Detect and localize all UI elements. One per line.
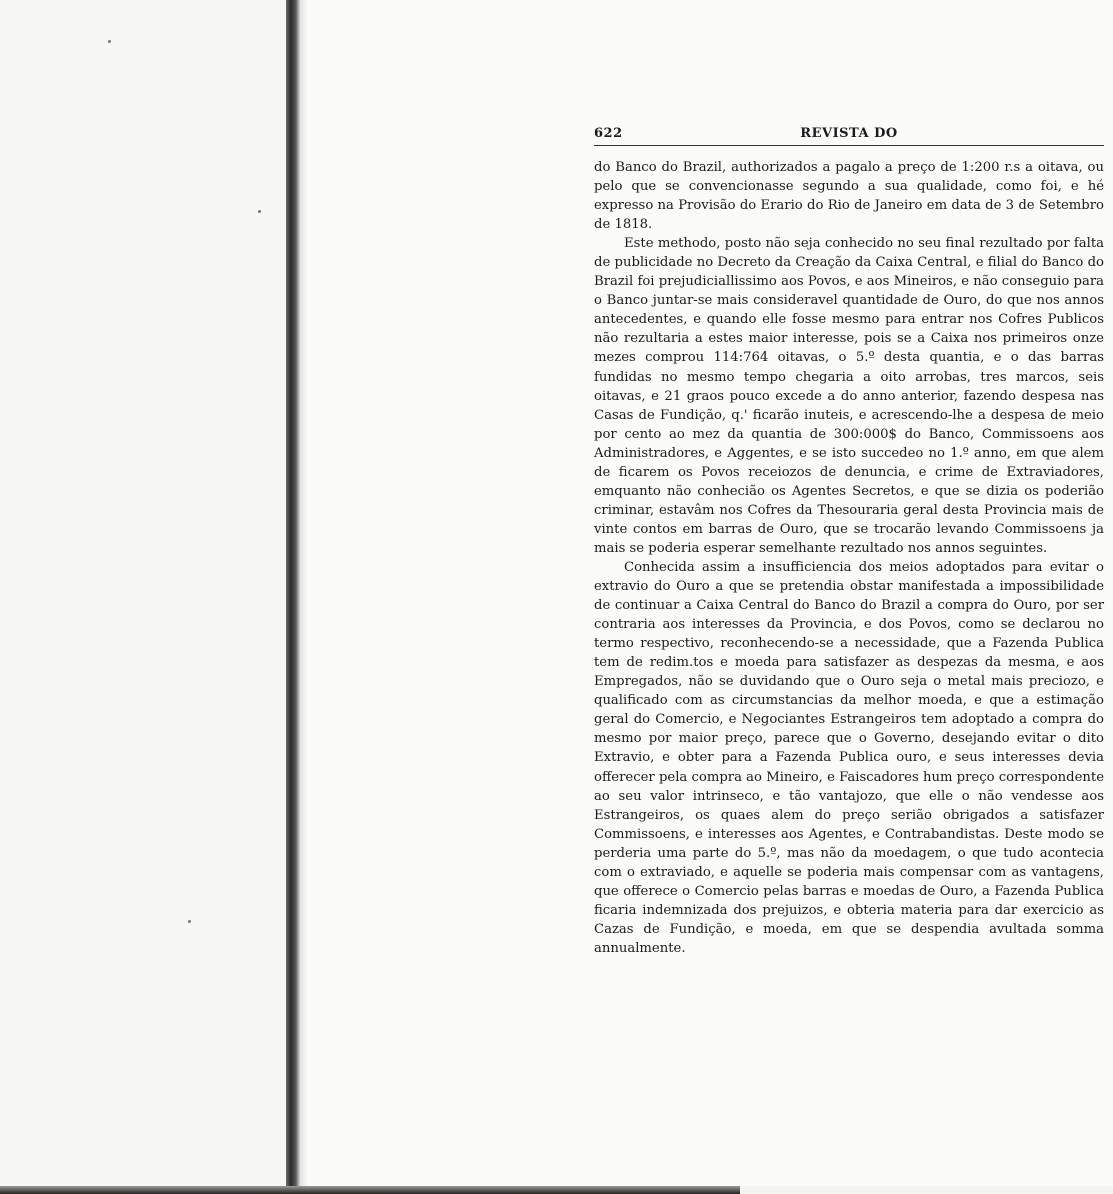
body-text: [594, 158, 1104, 958]
scan-speck: [258, 210, 261, 213]
gutter-shadow: [300, 0, 308, 1194]
left-blank-page: [0, 0, 286, 1194]
paragraph: Este methodo, posto não seja conhecido no seu final rezultado por falta de publicidade no Decreto da Creação da Caixa Central, e filial do Banco do Brazil foi prejudiciallissimo aos Povos, e aos Mineiros, e não conseguio para o Banco juntar-se mais consideravel quantidade de Ouro, do que nos annos antecedentes, e quando elle fosse mesmo para entrar nos Cofres Publicos não rezultaria a estes maior interesse, pois se a Caixa nos primeiros onze mezes comprou 114:764 oitavas, o 5.º desta quantia, e o das barras fundidas no mesmo tempo chegaria a oito arrobas, tres marcos, seis oitavas, e 21 graos pouco excede a do anno anterior, fazendo despesa nas Casas de Fundição, q.' ficarão inuteis, e acrescendo-lhe a despesa de meio por cento ao mez da quantia de 300:000$ do Banco, Commissoens aos Administradores, e Aggentes, e se isto succedeo no 1.º anno, em que alem de ficarem os Povos receiozos de denuncia, e crime de Extraviadores, emquanto não conhecião os Agentes Secretos, e que se dizia os poderião criminar, estavâm nos Cofres da Thesouraria geral desta Provincia mais de vinte contos em barras de Ouro, que se trocarão levando Commissoens ja mais se poderia esperar semelhante rezultado nos annos seguintes.: [594, 236, 1104, 556]
paragraph-continuation: do Banco do Brazil, authorizados a pagalo a preço de 1:200 r.s a oitava, ou pelo que se convencionasse segundo a sua qualidade, como foi, e hé expresso na Provisão do Erario do Rio de Janeiro em data de 3 de Setembro de 1818.: [594, 160, 1104, 233]
book-spine-shadow: [286, 0, 300, 1194]
scan-speck: [188, 920, 191, 923]
running-head: [594, 126, 1104, 146]
paragraph: Conhecida assim a insufficiencia dos meios adoptados para evitar o extravio do Ouro a que se pretendia obstar manifestada a impossibilidade de continuar a Caixa Central do Banco do Brazil a compra do Ouro, por ser contraria aos interesses da Provincia, e dos Povos, como se declarou no termo respectivo, reconhecendo-se a necessidade, que a Fazenda Publica tem de redim.tos e moeda para satisfazer as despezas da mesma, e aos Empregados, não se duvidando que o Ouro seja o metal mais preciozo, e qualificado com as circumstancias da melhor moeda, e que a estimação geral do Comercio, e Negociantes Estrangeiros tem adoptado a compra do mesmo por maior preço, parece que o Governo, desejando evitar o dito Extravio, e obter para a Fazenda Publica ouro, e seus interesses devia offerecer pela compra ao Mineiro, e Faiscadores hum preço correspondente ao seu valor intrinseco, e tão vantajozo, que elle o não vendesse aos Estrangeiros, os quaes alem do preço serião obrigados a satisfazer Commissoens, e interesses aos Agentes, e Contrabandistas. Deste modo se perderia uma parte do 5.º, mas não da moedagem, o que tudo acontecia com o extraviado, e aquelle se poderia mais compensar com as vantagens, que offerece o Comercio pelas barras e moedas de Ouro, a Fazenda Publica ficaria indemnizada dos prejuizos, e obteria materia para dar exercicio as Cazas de Fundição, e moeda, em que se despendia avultada somma annualmente.: [594, 559, 1104, 956]
scan-bottom-edge-light: [740, 1186, 1113, 1194]
running-title: REVISTA DO: [800, 126, 898, 141]
document-page: [594, 126, 1104, 958]
scan-speck: [108, 40, 111, 43]
page-number: 622: [594, 126, 623, 141]
